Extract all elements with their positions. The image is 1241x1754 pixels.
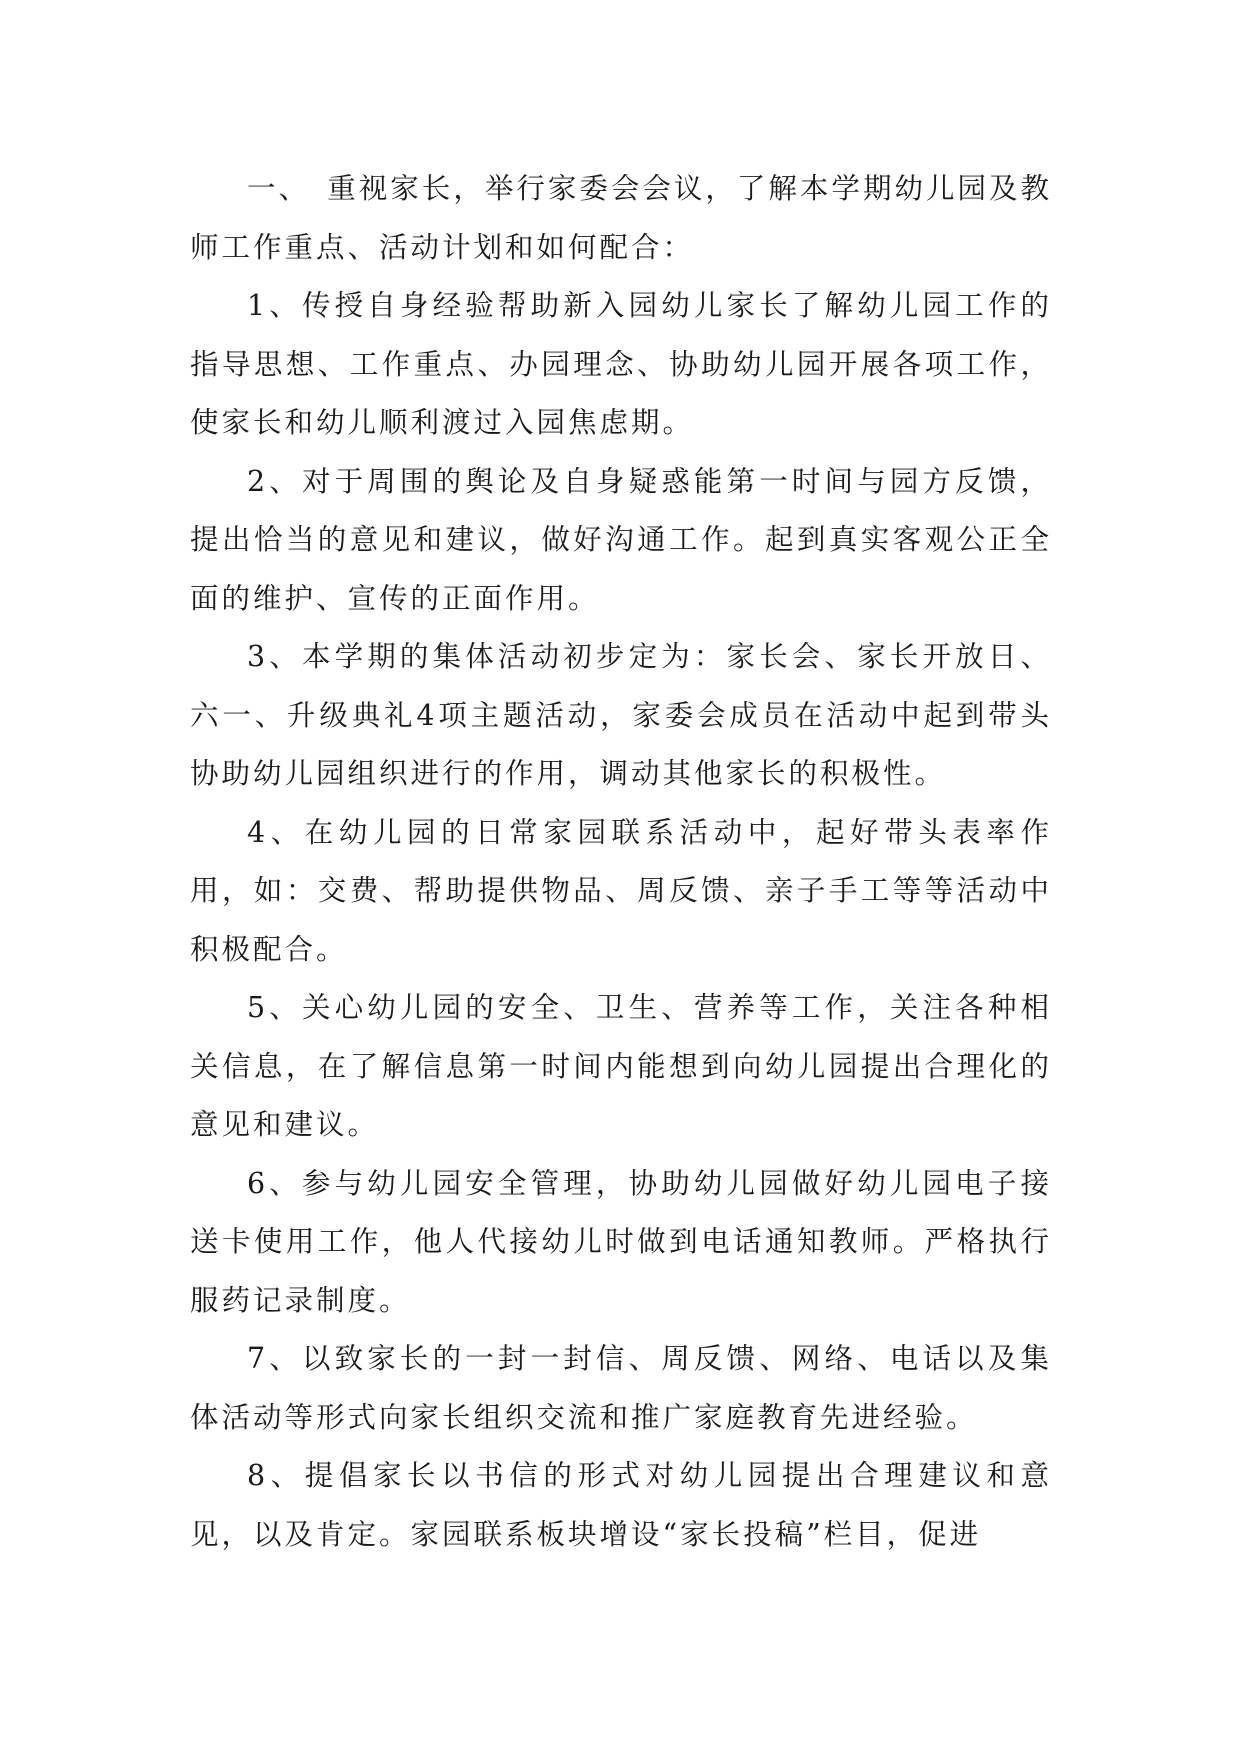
section-heading-paragraph: 一、 重视家长，举行家委会会议，了解本学期幼儿园及教师工作重点、活动计划和如何配合： — [190, 172, 1052, 264]
item-6-paragraph: 6、参与幼儿园安全管理，协助幼儿园做好幼儿园电子接送卡使用工作，他人代接幼儿时做到电话通知教师。严格执行服药记录制度。 — [190, 1166, 1052, 1317]
item-3-paragraph: 3、本学期的集体活动初步定为：家长会、家长开放日、六一、升级典礼4项主题活动，家委会成员在活动中起到带头协助幼儿园组织进行的作用，调动其他家长的积极性。 — [190, 640, 1052, 790]
item-7-paragraph: 7、以致家长的一封一封信、周反馈、网络、电话以及集体活动等形式向家长组织交流和推广家庭教育先进经验。 — [190, 1342, 1052, 1434]
item-5-paragraph: 5、关心幼儿园的安全、卫生、营养等工作，关注各种相关信息，在了解信息第一时间内能想到向幼儿园提出合理化的意见和建议。 — [190, 991, 1052, 1141]
item-8-paragraph: 8、提倡家长以书信的形式对幼儿园提出合理建议和意见，以及肯定。家园联系板块增设“家长投稿”栏目，促进 — [190, 1459, 1052, 1551]
document-page — [190, 160, 1052, 1564]
item-4-paragraph: 4、在幼儿园的日常家园联系活动中，起好带头表率作用，如：交费、帮助提供物品、周反馈、亲子手工等等活动中积极配合。 — [190, 815, 1052, 966]
item-2-paragraph: 2、对于周围的舆论及自身疑惑能第一时间与园方反馈，提出恰当的意见和建议，做好沟通工作。起到真实客观公正全面的维护、宣传的正面作用。 — [190, 464, 1052, 615]
item-1-paragraph: 1、传授自身经验帮助新入园幼儿家长了解幼儿园工作的指导思想、工作重点、办园理念、协助幼儿园开展各项工作，使家长和幼儿顺利渡过入园焦虑期。 — [190, 289, 1052, 439]
